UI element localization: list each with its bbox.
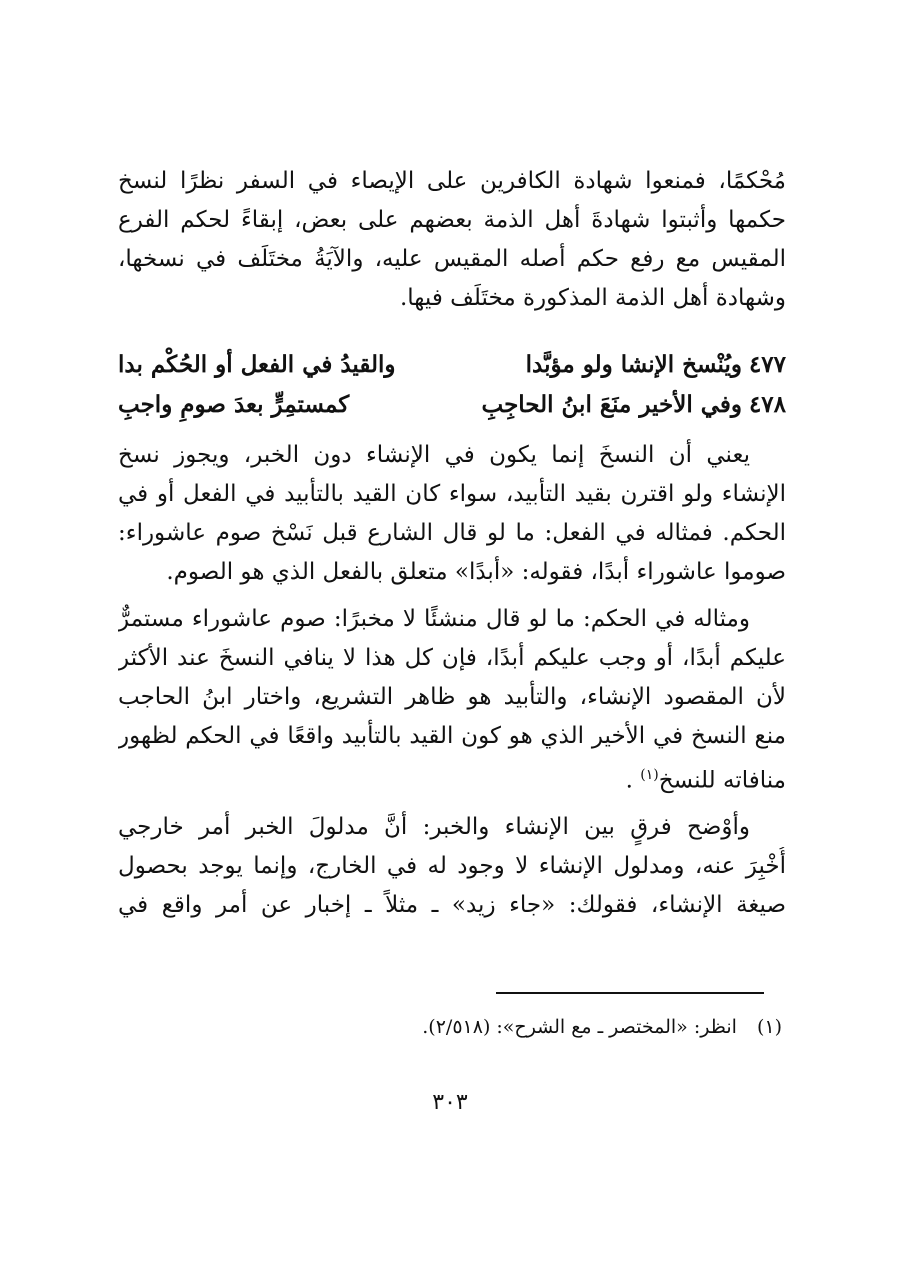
- text-line: صوموا عاشوراء أبدًا، فقوله: «أبدًا» متعلق بالفعل الذي هو الصوم.: [166, 559, 786, 585]
- text-line: يعني أن النسخَ إنما يكون في الإنشاء دون الخبر، ويجوز نسخ: [118, 442, 750, 468]
- footnote-number: (١): [756, 1016, 782, 1038]
- verse-first-hemistich: وفي الأخير منَعَ ابنُ الحاجِبِ: [481, 391, 742, 418]
- paragraph-1: [118, 162, 786, 318]
- page-number: ٣٠٣: [432, 1090, 468, 1115]
- text-line: الحكم. فمثاله في الفعل: ما لو قال الشارع قبل نَسْخ صوم عاشوراء:: [118, 520, 786, 546]
- footnote-divider: [496, 992, 764, 994]
- text-line: لأن المقصود الإنشاء، والتأبيد هو ظاهر التشريع، واختار ابنُ الحاجب: [118, 684, 786, 710]
- text-line: وأوْضح فرقٍ بين الإنشاء والخبر: أنَّ مدلولَ الخبر أمر خارجي: [118, 814, 750, 840]
- text-line: أُخْبِرَ عنه، ومدلول الإنشاء لا وجود له في الخارج، وإنما يوجد بحصول: [118, 853, 786, 879]
- text-line: منع النسخ في الأخير الذي هو كون القيد بالتأبيد واقعًا في الحكم لظهور: [118, 723, 786, 749]
- text-line: صيغة الإنشاء، فقولك: «جاء زيد» ـ مثلاً ـ إخبار عن أمر واقع في: [118, 892, 786, 918]
- verse-second-hemistich: كمستمِرٍّ بعدَ صومِ واجبِ: [118, 391, 350, 418]
- verse-first-hemistich: ويُنْسخ الإنشا ولو مؤبَّدا: [525, 351, 742, 378]
- footnote-reference: (١): [640, 767, 659, 783]
- verse-478: [118, 385, 786, 424]
- text-line: عليكم أبدًا، أو وجب عليكم أبدًا، فإن كل هذا لا ينافي النسخَ عند الأكثر: [118, 645, 786, 671]
- footnote-text: انظر: «المختصر ـ مع الشرح»: (٢/٥١٨).: [422, 1016, 737, 1038]
- end-punctuation: .: [625, 767, 633, 794]
- text-line-last: [118, 756, 786, 795]
- verse-second-hemistich: والقيدُ في الفعل أو الحُكْم بدا: [118, 351, 396, 378]
- verse-number: ٤٧٨: [748, 391, 786, 418]
- paragraph-3: [118, 600, 786, 795]
- paragraph-2: [118, 436, 786, 592]
- text-line: المقيس مع رفع حكم أصله المقيس عليه، والآيَةُ مختَلَف في نسخها،: [118, 246, 786, 272]
- text-fragment: منافاته للنسخ: [658, 767, 786, 794]
- text-line: الإنشاء ولو اقترن بقيد التأبيد، سواء كان القيد بالتأبيد في الفعل أو في: [118, 481, 786, 507]
- text-line: حكمها وأثبتوا شهادةَ أهل الذمة بعضهم على بعض، إبقاءً لحكم الفرع: [118, 207, 786, 233]
- verse-477: [118, 345, 786, 384]
- verse-number: ٤٧٧: [748, 351, 786, 378]
- footnote: [182, 1012, 782, 1042]
- text-line: وشهادة أهل الذمة المذكورة مختَلَف فيها.: [399, 285, 786, 311]
- text-line: ومثاله في الحكم: ما لو قال منشئًا لا مخبرًا: صوم عاشوراء مستمرٌّ: [118, 606, 750, 632]
- text-line: مُحْكمًا، فمنعوا شهادة الكافرين على الإيصاء في السفر نظرًا لنسخ: [118, 168, 786, 194]
- paragraph-4: [118, 808, 786, 925]
